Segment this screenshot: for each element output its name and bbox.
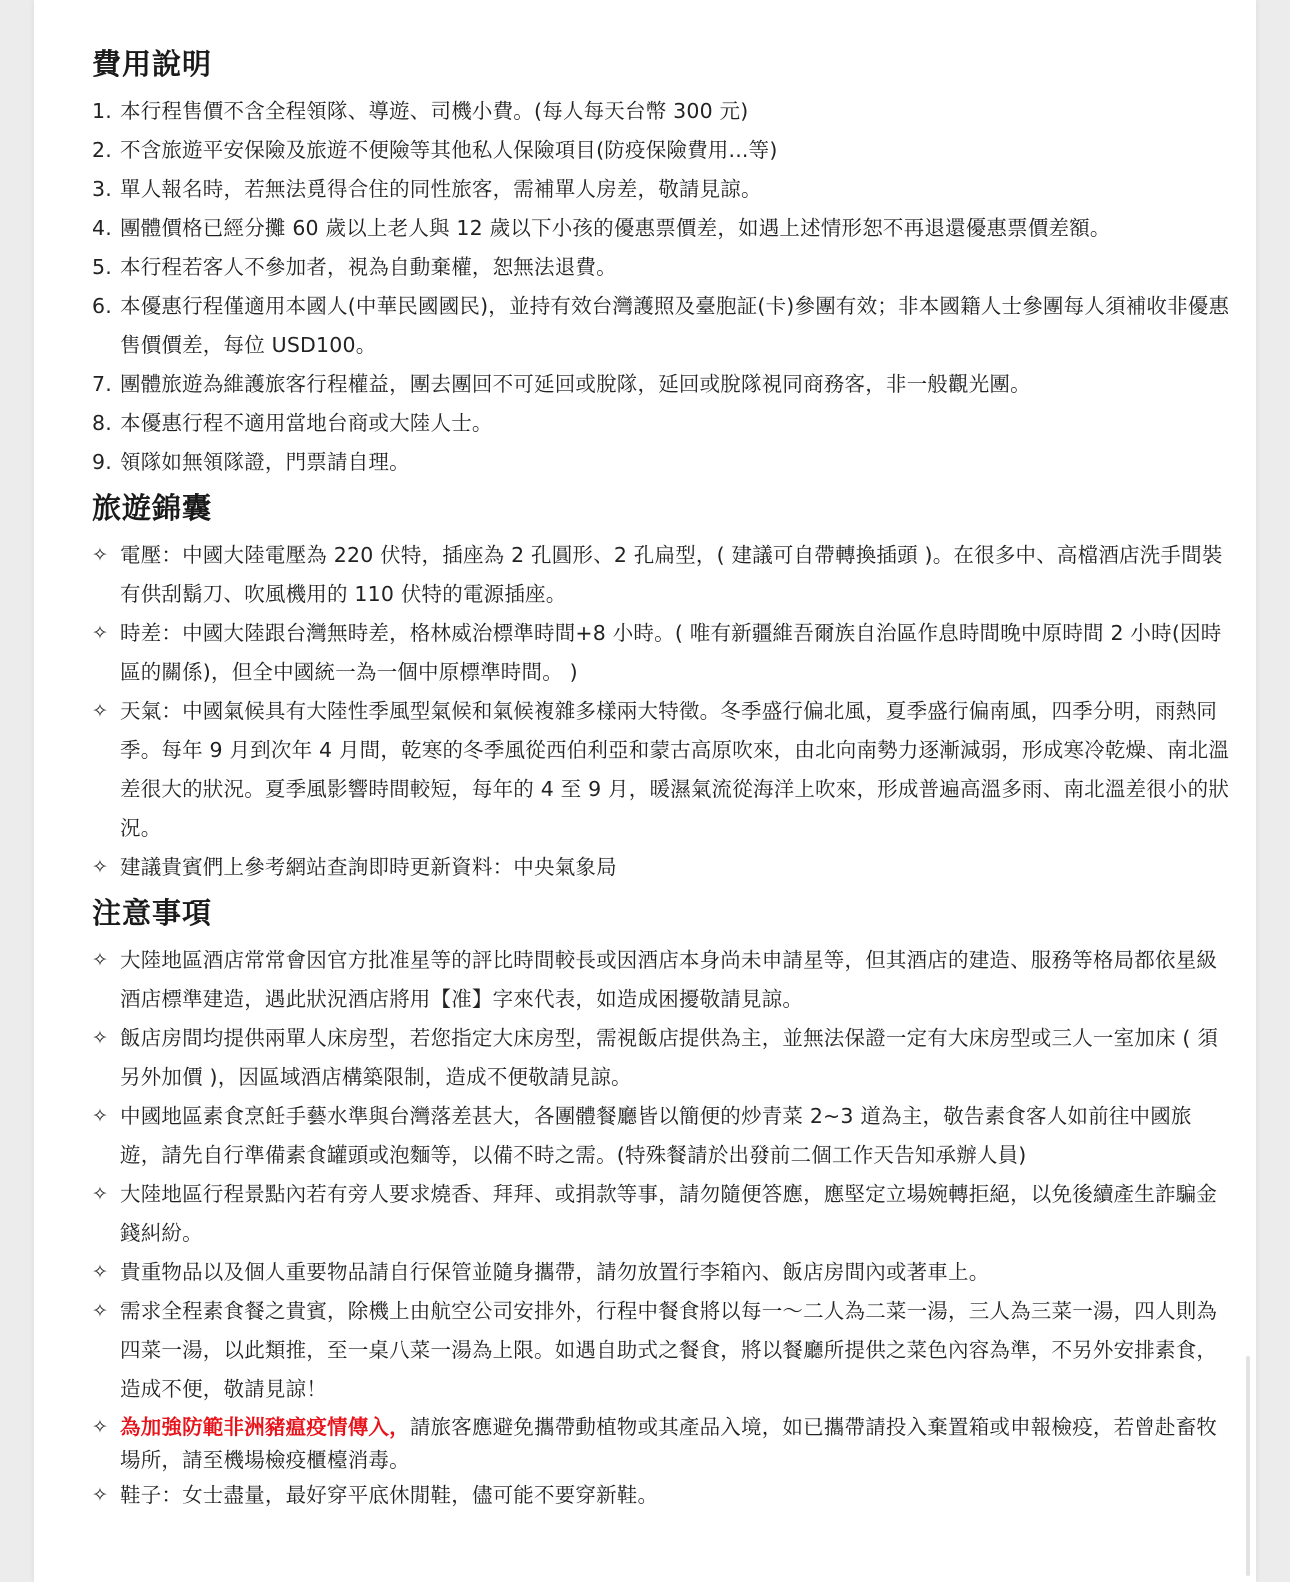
scrollbar-thumb[interactable] (1246, 1356, 1250, 1576)
sparkle-bullet-icon: ✧ (92, 622, 109, 644)
travel-tips-section (92, 488, 1232, 887)
tip-item-text: 電壓：中國大陸電壓為 220 伏特，插座為 2 孔圓形、2 孔扁型，( 建議可自帶轉換插頭 )。在很多中、高檔酒店洗手間裝有供刮鬍刀、吹風機用的 110 伏特的電源插座。 (120, 543, 1223, 606)
tip-item (92, 536, 1232, 614)
tip-item (92, 848, 1232, 887)
notices-title: 注意事項 (92, 896, 213, 930)
fee-item (92, 443, 1232, 482)
tip-item-text: 時差：中國大陸跟台灣無時差，格林威治標準時間+8 小時。( 唯有新疆維吾爾族自治區作息時間晚中原時間 2 小時(因時區的關係)，但全中國統一為一個中原標準時間。 ) (120, 621, 1222, 684)
shoes-notice (92, 1479, 1232, 1512)
fee-item-text: 本優惠行程不適用當地台商或大陸人士。 (120, 411, 493, 435)
fee-item-text: 領隊如無領隊證，門票請自理。 (120, 450, 410, 474)
notice-item (92, 1175, 1232, 1253)
notice-item (92, 1292, 1232, 1409)
fees-section (92, 44, 1232, 482)
tip-item (92, 692, 1232, 848)
sparkle-bullet-icon: ✧ (92, 1416, 109, 1438)
document-content (92, 44, 1232, 1518)
sparkle-bullet-icon: ✧ (92, 1484, 109, 1506)
sparkle-bullet-icon: ✧ (92, 544, 109, 566)
tip-item-text: 天氣：中國氣候具有大陸性季風型氣候和氣候複雜多樣兩大特徵。冬季盛行偏北風，夏季盛行偏南風，四季分明，雨熱同季。每年 9 月到次年 4 月間，乾寒的冬季風從西伯利亞和蒙古高原吹來，由北向南勢力逐漸減弱，形成寒冷乾燥、南北溫差很大的狀況。夏季風影響時間較短，每年的 4 至 9 月，暖濕氣流從海洋上吹來，形成普遍高溫多雨、南北溫差很小的狀況。 (120, 699, 1230, 840)
sparkle-bullet-icon: ✧ (92, 1261, 109, 1283)
fee-item-text: 團體旅遊為維護旅客行程權益，團去團回不可延回或脫隊，延回或脫隊視同商務客，非一般觀光團。 (120, 372, 1031, 396)
sparkle-bullet-icon: ✧ (92, 1300, 109, 1322)
notice-item-text: 需求全程素食餐之貴賓，除機上由航空公司安排外，行程中餐食將以每一～二人為二菜一湯，三人為三菜一湯，四人則為四菜一湯，以此類推，至一桌八菜一湯為上限。如遇自助式之餐食，將以餐廳所提供之菜色內容為準，不另外安排素食，造成不便，敬請見諒！ (120, 1299, 1218, 1401)
sparkle-bullet-icon: ✧ (92, 949, 109, 971)
fee-item-text: 本行程售價不含全程領隊、導遊、司機小費。(每人每天台幣 300 元) (120, 99, 749, 123)
fee-item-number: 1. (92, 99, 112, 123)
fee-item-text: 本行程若客人不參加者，視為自動棄權，恕無法退費。 (120, 255, 617, 279)
notice-item-text: 中國地區素食烹飪手藝水準與台灣落差甚大，各團體餐廳皆以簡便的炒青菜 2~3 道為主，敬告素食客人如前往中國旅遊，請先自行準備素食罐頭或泡麵等，以備不時之需。(特殊餐請於出發前二個工作天告知承辦人員) (120, 1104, 1192, 1167)
sparkle-bullet-icon: ✧ (92, 700, 109, 722)
document-page (34, 0, 1256, 1582)
notice-item (92, 1097, 1232, 1175)
sparkle-bullet-icon: ✧ (92, 1183, 109, 1205)
fees-title: 費用說明 (92, 47, 213, 81)
fees-list (92, 92, 1232, 482)
fee-item (92, 92, 1232, 131)
notice-item-text: 大陸地區行程景點內若有旁人要求燒香、拜拜、或捐款等事，請勿隨便答應，應堅定立場婉轉拒絕，以免後續產生詐騙金錢糾紛。 (120, 1182, 1218, 1245)
tip-item (92, 614, 1232, 692)
fee-item-number: 9. (92, 450, 112, 474)
fee-item-number: 6. (92, 294, 112, 318)
fee-item (92, 287, 1232, 365)
tip-item-text: 建議貴賓們上參考網站查詢即時更新資料：中央氣象局 (120, 855, 617, 879)
fee-item-number: 4. (92, 216, 112, 240)
fee-item-number: 5. (92, 255, 112, 279)
fee-item-number: 8. (92, 411, 112, 435)
sparkle-bullet-icon: ✧ (92, 856, 109, 878)
fee-item (92, 365, 1232, 404)
fee-item (92, 170, 1232, 209)
shoes-notice-text: 鞋子：女士盡量，最好穿平底休閒鞋，儘可能不要穿新鞋。 (120, 1483, 659, 1507)
fee-item-text: 單人報名時，若無法覓得合住的同性旅客，需補單人房差，敬請見諒。 (120, 177, 762, 201)
swine-fever-notice (92, 1411, 1232, 1477)
notices-list (92, 941, 1232, 1512)
fee-item (92, 248, 1232, 287)
fee-item-text: 團體價格已經分攤 60 歲以上老人與 12 歲以下小孩的優惠票價差，如遇上述情形恕不再退還優惠票價差額。 (120, 216, 1111, 240)
travel-tips-list (92, 536, 1232, 887)
notice-item-text: 大陸地區酒店常常會因官方批准星等的評比時間較長或因酒店本身尚未申請星等，但其酒店的建造、服務等格局都依星級酒店標準建造，遇此狀況酒店將用【准】字來代表，如造成困擾敬請見諒。 (120, 948, 1218, 1011)
fee-item-text: 不含旅遊平安保險及旅遊不便險等其他私人保險項目(防疫保險費用...等) (120, 138, 778, 162)
notice-item (92, 1019, 1232, 1097)
notice-item (92, 941, 1232, 1019)
fee-item (92, 209, 1232, 248)
fee-item (92, 131, 1232, 170)
notice-item (92, 1253, 1232, 1292)
notices-section (92, 893, 1232, 1512)
fee-item-number: 7. (92, 372, 112, 396)
fee-item-text: 本優惠行程僅適用本國人(中華民國國民)，並持有效台灣護照及臺胞証(卡)參團有效；非本國籍人士參團每人須補收非優惠售價價差，每位 USD100。 (120, 294, 1230, 357)
fee-item (92, 404, 1232, 443)
fee-item-number: 3. (92, 177, 112, 201)
fee-item-number: 2. (92, 138, 112, 162)
notice-item-text: 貴重物品以及個人重要物品請自行保管並隨身攜帶，請勿放置行李箱內、飯店房間內或著車上。 (120, 1260, 990, 1284)
sparkle-bullet-icon: ✧ (92, 1027, 109, 1049)
travel-tips-title: 旅遊錦囊 (92, 491, 213, 525)
swine-fever-warning-highlight: 為加強防範非洲豬瘟疫情傳入， (120, 1415, 410, 1439)
swine-fever-notice-text: 請旅客應避免攜帶動植物或其產品入境，如已攜帶請投入棄置箱或申報檢疫，若曾赴畜牧場所，請至機場檢疫櫃檯消毒。 (120, 1415, 1218, 1472)
sparkle-bullet-icon: ✧ (92, 1105, 109, 1127)
notice-item-text: 飯店房間均提供兩單人床房型，若您指定大床房型，需視飯店提供為主，並無法保證一定有大床房型或三人一室加床 ( 須另外加價 )，因區域酒店構築限制，造成不便敬請見諒。 (120, 1026, 1219, 1089)
